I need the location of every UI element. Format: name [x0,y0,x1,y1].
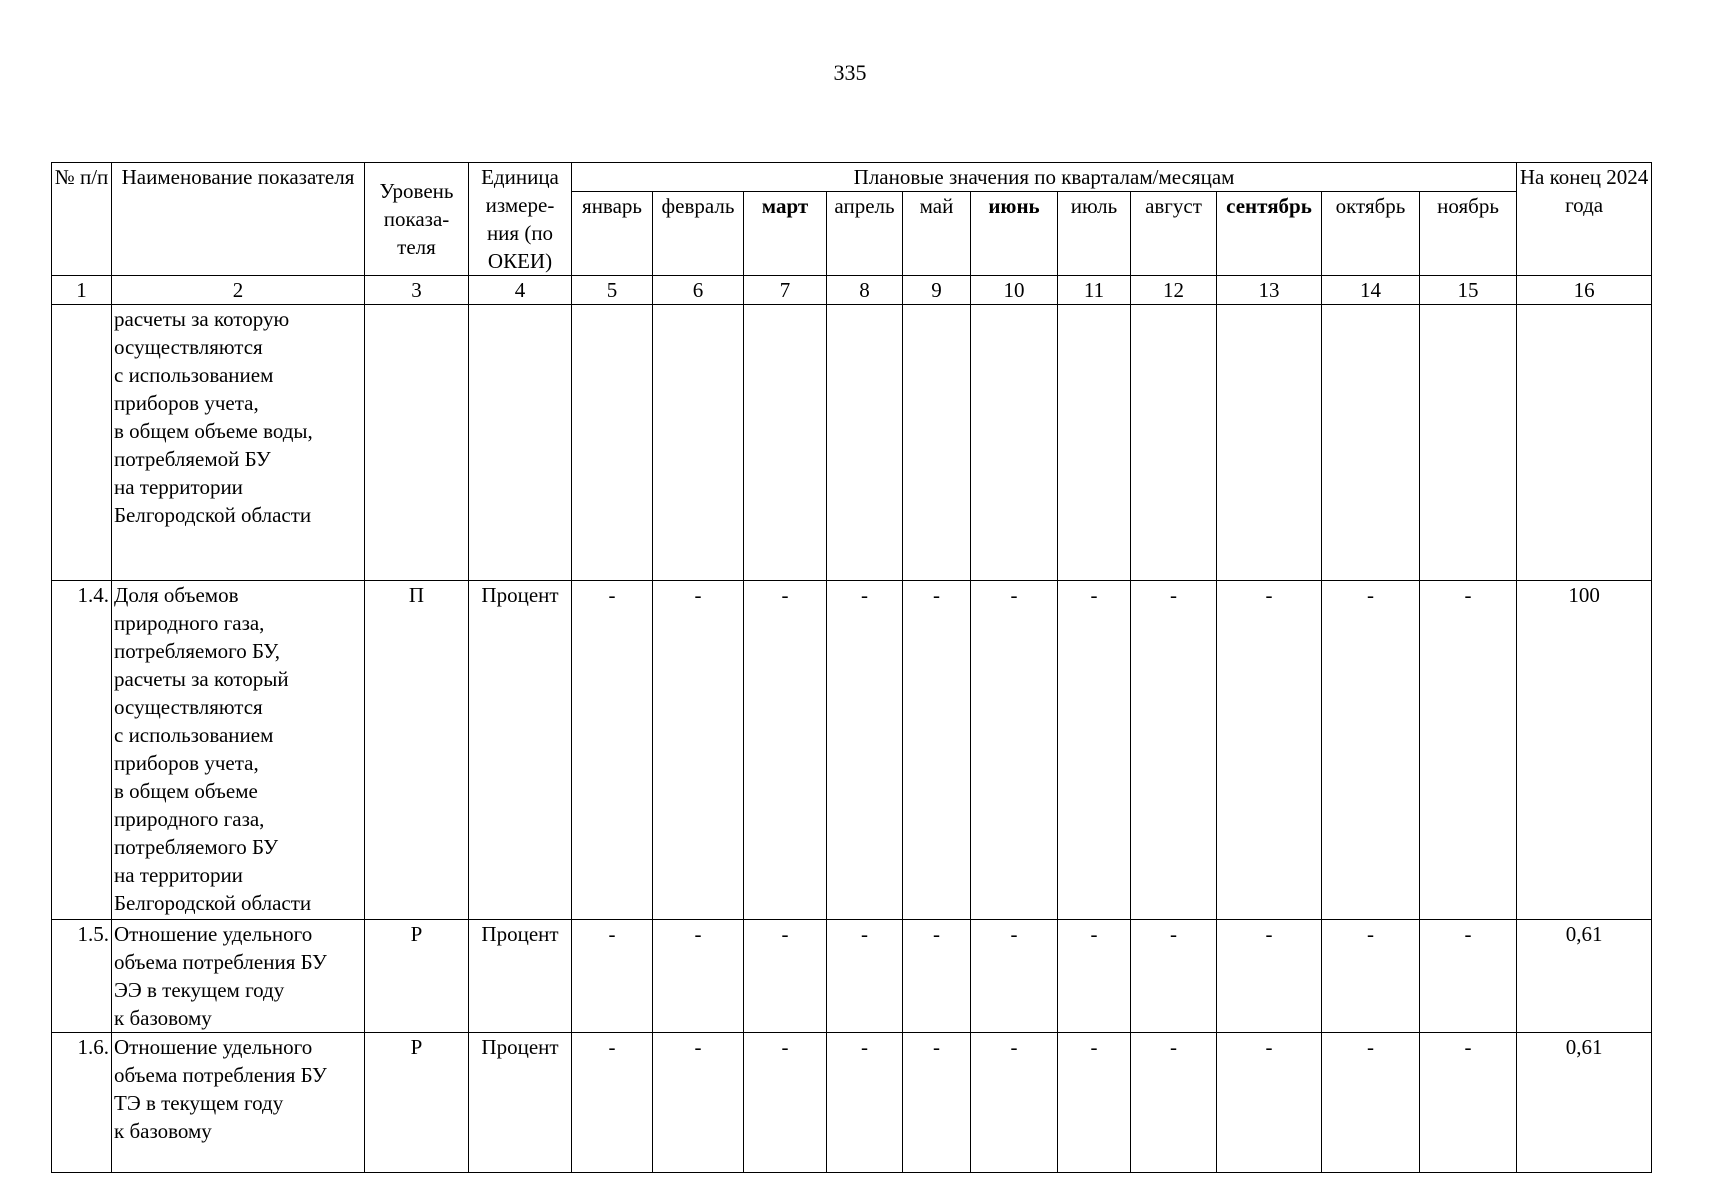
header-month: январь [572,192,653,276]
month-value: - [1322,1033,1420,1173]
month-value: - [572,581,653,920]
header-month: март [744,192,827,276]
unit-of-measure: Процент [469,920,572,1033]
month-value: - [1217,1033,1322,1173]
end-of-year-value: 100 [1517,581,1652,920]
month-value: - [903,920,971,1033]
header-month: октябрь [1322,192,1420,276]
indicator-name [112,920,365,1033]
unit-of-measure: Процент [469,1033,572,1173]
month-value [744,305,827,581]
end-of-year-value [1517,305,1652,581]
month-value: - [1058,920,1131,1033]
month-value: - [903,1033,971,1173]
indicator-name-line: с использованием [114,363,274,387]
header-end-of-year: На конец 2024 года [1517,163,1652,276]
indicator-name-line: к базовому [114,1119,212,1143]
column-number: 3 [365,276,469,305]
page-number: 335 [833,60,867,85]
indicator-name-line: приборов учета, [114,391,259,415]
indicator-name-line: природного газа, [114,611,265,635]
column-number: 12 [1131,276,1217,305]
header-plan-group: Плановые значения по кварталам/месяцам [572,163,1517,192]
month-value [971,305,1058,581]
month-value: - [653,920,744,1033]
column-number: 14 [1322,276,1420,305]
header-month: май [903,192,971,276]
indicator-level [365,305,469,581]
header-unit: Единица измере-ния (по ОКЕИ) [469,163,572,276]
month-value: - [1058,1033,1131,1173]
table-row [52,581,1652,920]
header-level: Уровень показа-теля [365,163,469,276]
column-number: 1 [52,276,112,305]
header-month: июль [1058,192,1131,276]
row-index [52,305,112,581]
table-row [52,1033,1652,1173]
column-number: 8 [827,276,903,305]
indicator-name-line: потребляемого БУ, [114,639,280,663]
month-value [903,305,971,581]
month-value: - [744,581,827,920]
table-row [52,305,1652,581]
indicator-name-line: потребляемой БУ [114,447,271,471]
header-month: август [1131,192,1217,276]
month-value: - [1420,1033,1517,1173]
column-number: 13 [1217,276,1322,305]
month-value: - [1058,581,1131,920]
indicator-name-line: потребляемого БУ [114,835,279,859]
month-value: - [827,920,903,1033]
column-number: 4 [469,276,572,305]
indicator-name-line: объема потребления БУ [114,1063,327,1087]
header-month: июнь [971,192,1058,276]
indicator-name-line: в общем объеме [114,779,258,803]
indicator-name-line: осуществляются [114,335,263,359]
header-month: ноябрь [1420,192,1517,276]
indicator-name-line: осуществляются [114,695,263,719]
month-value: - [572,1033,653,1173]
indicator-name [112,305,365,581]
month-value [1131,305,1217,581]
month-value [1058,305,1131,581]
month-value: - [1131,920,1217,1033]
month-value: - [653,581,744,920]
indicator-name-line: с использованием [114,723,274,747]
month-value: - [744,1033,827,1173]
indicator-name-line: в общем объеме воды, [114,419,313,443]
unit-of-measure: Процент [469,581,572,920]
indicator-name-line: ТЭ в текущем году [114,1091,284,1115]
end-of-year-value: 0,61 [1517,920,1652,1033]
column-number: 15 [1420,276,1517,305]
column-number: 11 [1058,276,1131,305]
month-value: - [827,1033,903,1173]
indicator-name-line: Белгородской области [114,503,312,527]
indicator-name-line: на территории [114,863,243,887]
indicator-name [112,1033,365,1173]
column-number: 16 [1517,276,1652,305]
row-index: 1.6. [52,1033,112,1173]
month-value: - [1217,920,1322,1033]
month-value: - [1131,1033,1217,1173]
month-value [1322,305,1420,581]
indicator-name-line: расчеты за которую [114,307,290,331]
month-value: - [653,1033,744,1173]
indicator-level: П [365,581,469,920]
month-value: - [572,920,653,1033]
month-value [653,305,744,581]
column-number: 7 [744,276,827,305]
indicator-level: Р [365,1033,469,1173]
indicator-name-line: природного газа, [114,807,265,831]
header-num: № п/п [52,163,112,276]
month-value: - [1131,581,1217,920]
header-month: сентябрь [1217,192,1322,276]
header-month: апрель [827,192,903,276]
month-value: - [1322,581,1420,920]
indicator-name-line: ЭЭ в текущем году [114,978,285,1002]
column-number: 2 [112,276,365,305]
indicator-name-line: расчеты за который [114,667,289,691]
row-index: 1.5. [52,920,112,1033]
month-value [827,305,903,581]
indicator-name-line: Доля объемов [114,583,239,607]
header-name: Наименование показателя [112,163,365,276]
header-month: февраль [653,192,744,276]
month-value [572,305,653,581]
end-of-year-value: 0,61 [1517,1033,1652,1173]
month-value [1217,305,1322,581]
table-row [52,920,1652,1033]
month-value: - [903,581,971,920]
column-number: 9 [903,276,971,305]
month-value [1420,305,1517,581]
indicator-name-line: объема потребления БУ [114,950,327,974]
column-number: 5 [572,276,653,305]
column-number: 10 [971,276,1058,305]
unit-of-measure [469,305,572,581]
indicator-name-line: приборов учета, [114,751,259,775]
indicator-name-line: Отношение удельного [114,1035,313,1059]
month-value: - [1322,920,1420,1033]
month-value: - [744,920,827,1033]
indicator-name-line: на территории [114,475,243,499]
month-value: - [1420,581,1517,920]
row-index: 1.4. [52,581,112,920]
month-value: - [827,581,903,920]
indicator-name-line: Белгородской области [114,891,312,915]
indicator-name-line: к базовому [114,1006,212,1030]
month-value: - [971,920,1058,1033]
indicator-name [112,581,365,920]
month-value: - [1217,581,1322,920]
month-value: - [971,581,1058,920]
column-number: 6 [653,276,744,305]
month-value: - [1420,920,1517,1033]
indicator-level: Р [365,920,469,1033]
plan-values-table [51,162,1652,1173]
indicator-name-line: Отношение удельного [114,922,313,946]
month-value: - [971,1033,1058,1173]
